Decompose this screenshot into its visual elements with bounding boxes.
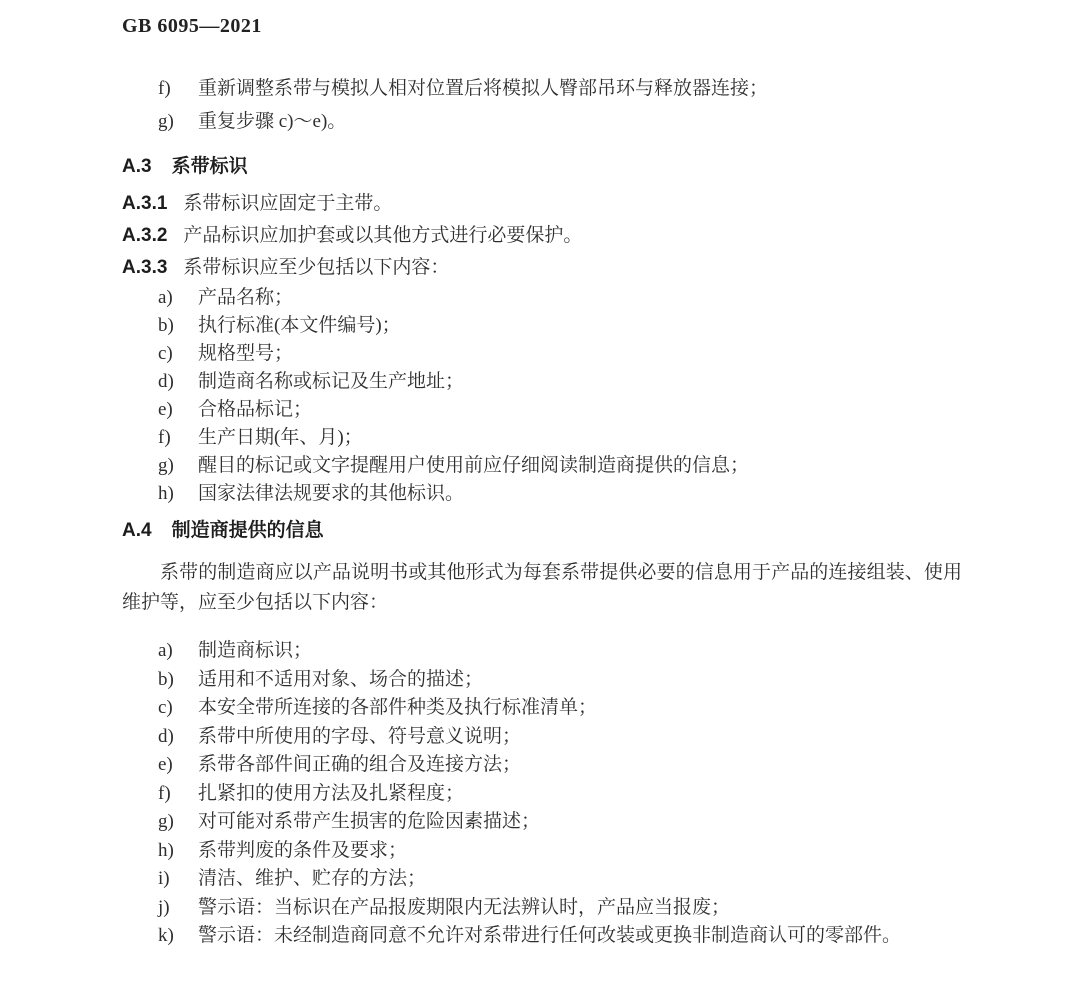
list-item-marker: d)	[158, 725, 174, 747]
section-heading-a4	[122, 518, 962, 544]
list-item	[122, 780, 962, 809]
list-item	[122, 452, 962, 480]
list-item-text: 扎紧扣的使用方法及扎紧程度；	[198, 782, 465, 804]
list-item-text: 适用和不适用对象、场合的描述；	[198, 668, 484, 690]
clause-text: 产品标识应加护套或以其他方式进行必要保护。	[183, 225, 583, 246]
list-item	[122, 751, 962, 780]
list-item	[122, 808, 962, 837]
section-title: 制造商提供的信息	[171, 520, 324, 541]
list-item-marker: k)	[158, 925, 174, 946]
list-item-text: 产品名称；	[198, 287, 294, 308]
list-item	[122, 340, 962, 368]
section-number: A.3	[122, 156, 152, 177]
clause	[122, 252, 962, 284]
clause-number: A.3.1	[122, 193, 168, 214]
list-item-marker: b)	[158, 668, 174, 690]
list-item-marker: e)	[158, 754, 173, 775]
clause-text: 系带标识应至少包括以下内容：	[183, 257, 450, 278]
list-item-marker: g)	[158, 811, 174, 832]
clause-text: 系带标识应固定于主带。	[183, 193, 393, 214]
list-item-text: 警示语：未经制造商同意不允许对系带进行任何改装或更换非制造商认可的零部件。	[198, 925, 902, 946]
list-item	[122, 368, 962, 396]
section-a3-item-list	[122, 284, 962, 508]
list-item	[122, 480, 962, 508]
list-item	[122, 72, 962, 105]
section-number: A.4	[122, 520, 152, 541]
list-item-text: 警示语：当标识在产品报废期限内无法辨认时，产品应当报废；	[198, 896, 731, 918]
list-item	[122, 666, 962, 695]
list-item-text: 对可能对系带产生损害的危险因素描述；	[198, 811, 541, 832]
list-item-text: 本安全带所连接的各部件种类及执行标准清单；	[198, 697, 598, 718]
clause-number: A.3.2	[122, 225, 168, 246]
list-item	[122, 837, 962, 866]
list-item-text: 重复步骤 c)～e)。	[198, 111, 347, 132]
list-item-marker: f)	[158, 78, 171, 99]
list-item	[122, 723, 962, 752]
procedure-steps-list	[122, 72, 962, 138]
list-item-marker: g)	[158, 111, 174, 132]
list-item-text: 系带各部件间正确的组合及连接方法；	[198, 754, 522, 775]
list-item-text: 重新调整系带与模拟人相对位置后将模拟人臀部吊环与释放器连接；	[198, 78, 769, 99]
list-item-marker: h)	[158, 839, 174, 861]
section-a4-item-list	[122, 637, 962, 951]
list-item-marker: d)	[158, 371, 174, 392]
list-item	[122, 865, 962, 894]
list-item-text: 国家法律法规要求的其他标识。	[198, 483, 465, 504]
clause	[122, 188, 962, 220]
list-item-text: 规格型号；	[198, 343, 294, 364]
clause-number: A.3.3	[122, 257, 168, 278]
list-item-marker: i)	[158, 868, 170, 889]
clause	[122, 220, 962, 252]
list-item	[122, 284, 962, 312]
list-item	[122, 396, 962, 424]
list-item-text: 执行标准(本文件编号)；	[198, 315, 401, 336]
list-item-text: 制造商标识；	[198, 640, 313, 661]
document-code-header: GB 6095—2021	[122, 15, 262, 37]
section-a4-intro-paragraph: 系带的制造商应以产品说明书或其他形式为每套系带提供必要的信息用于产品的连接组装、使用维护等，应至少包括以下内容：	[122, 562, 962, 613]
list-item-text: 系带判废的条件及要求；	[198, 839, 408, 861]
list-item-marker: f)	[158, 427, 171, 448]
list-item-marker: h)	[158, 483, 174, 504]
section-title: 系带标识	[171, 156, 248, 177]
list-item-marker: g)	[158, 455, 174, 476]
list-item-text: 系带中所使用的字母、符号意义说明；	[198, 725, 522, 747]
list-item-marker: a)	[158, 287, 173, 308]
list-item-marker: c)	[158, 343, 173, 364]
list-item	[122, 424, 962, 452]
list-item-marker: f)	[158, 782, 171, 804]
list-item	[122, 694, 962, 723]
list-item	[122, 637, 962, 666]
list-item	[122, 105, 962, 138]
list-item	[122, 312, 962, 340]
list-item-marker: e)	[158, 399, 173, 420]
list-item-text: 制造商名称或标记及生产地址；	[198, 371, 465, 392]
list-item-text: 清洁、维护、贮存的方法；	[198, 868, 427, 889]
list-item-marker: j)	[158, 896, 170, 918]
section-a3-clauses	[122, 188, 962, 284]
list-item-marker: a)	[158, 640, 173, 661]
list-item	[122, 922, 962, 951]
list-item-text: 生产日期(年、月)；	[198, 427, 363, 448]
section-heading-a3	[122, 154, 962, 180]
list-item-marker: c)	[158, 697, 173, 718]
list-item-marker: b)	[158, 315, 174, 336]
list-item	[122, 894, 962, 923]
list-item-text: 醒目的标记或文字提醒用户使用前应仔细阅读制造商提供的信息；	[198, 455, 750, 476]
list-item-text: 合格品标记；	[198, 399, 313, 420]
